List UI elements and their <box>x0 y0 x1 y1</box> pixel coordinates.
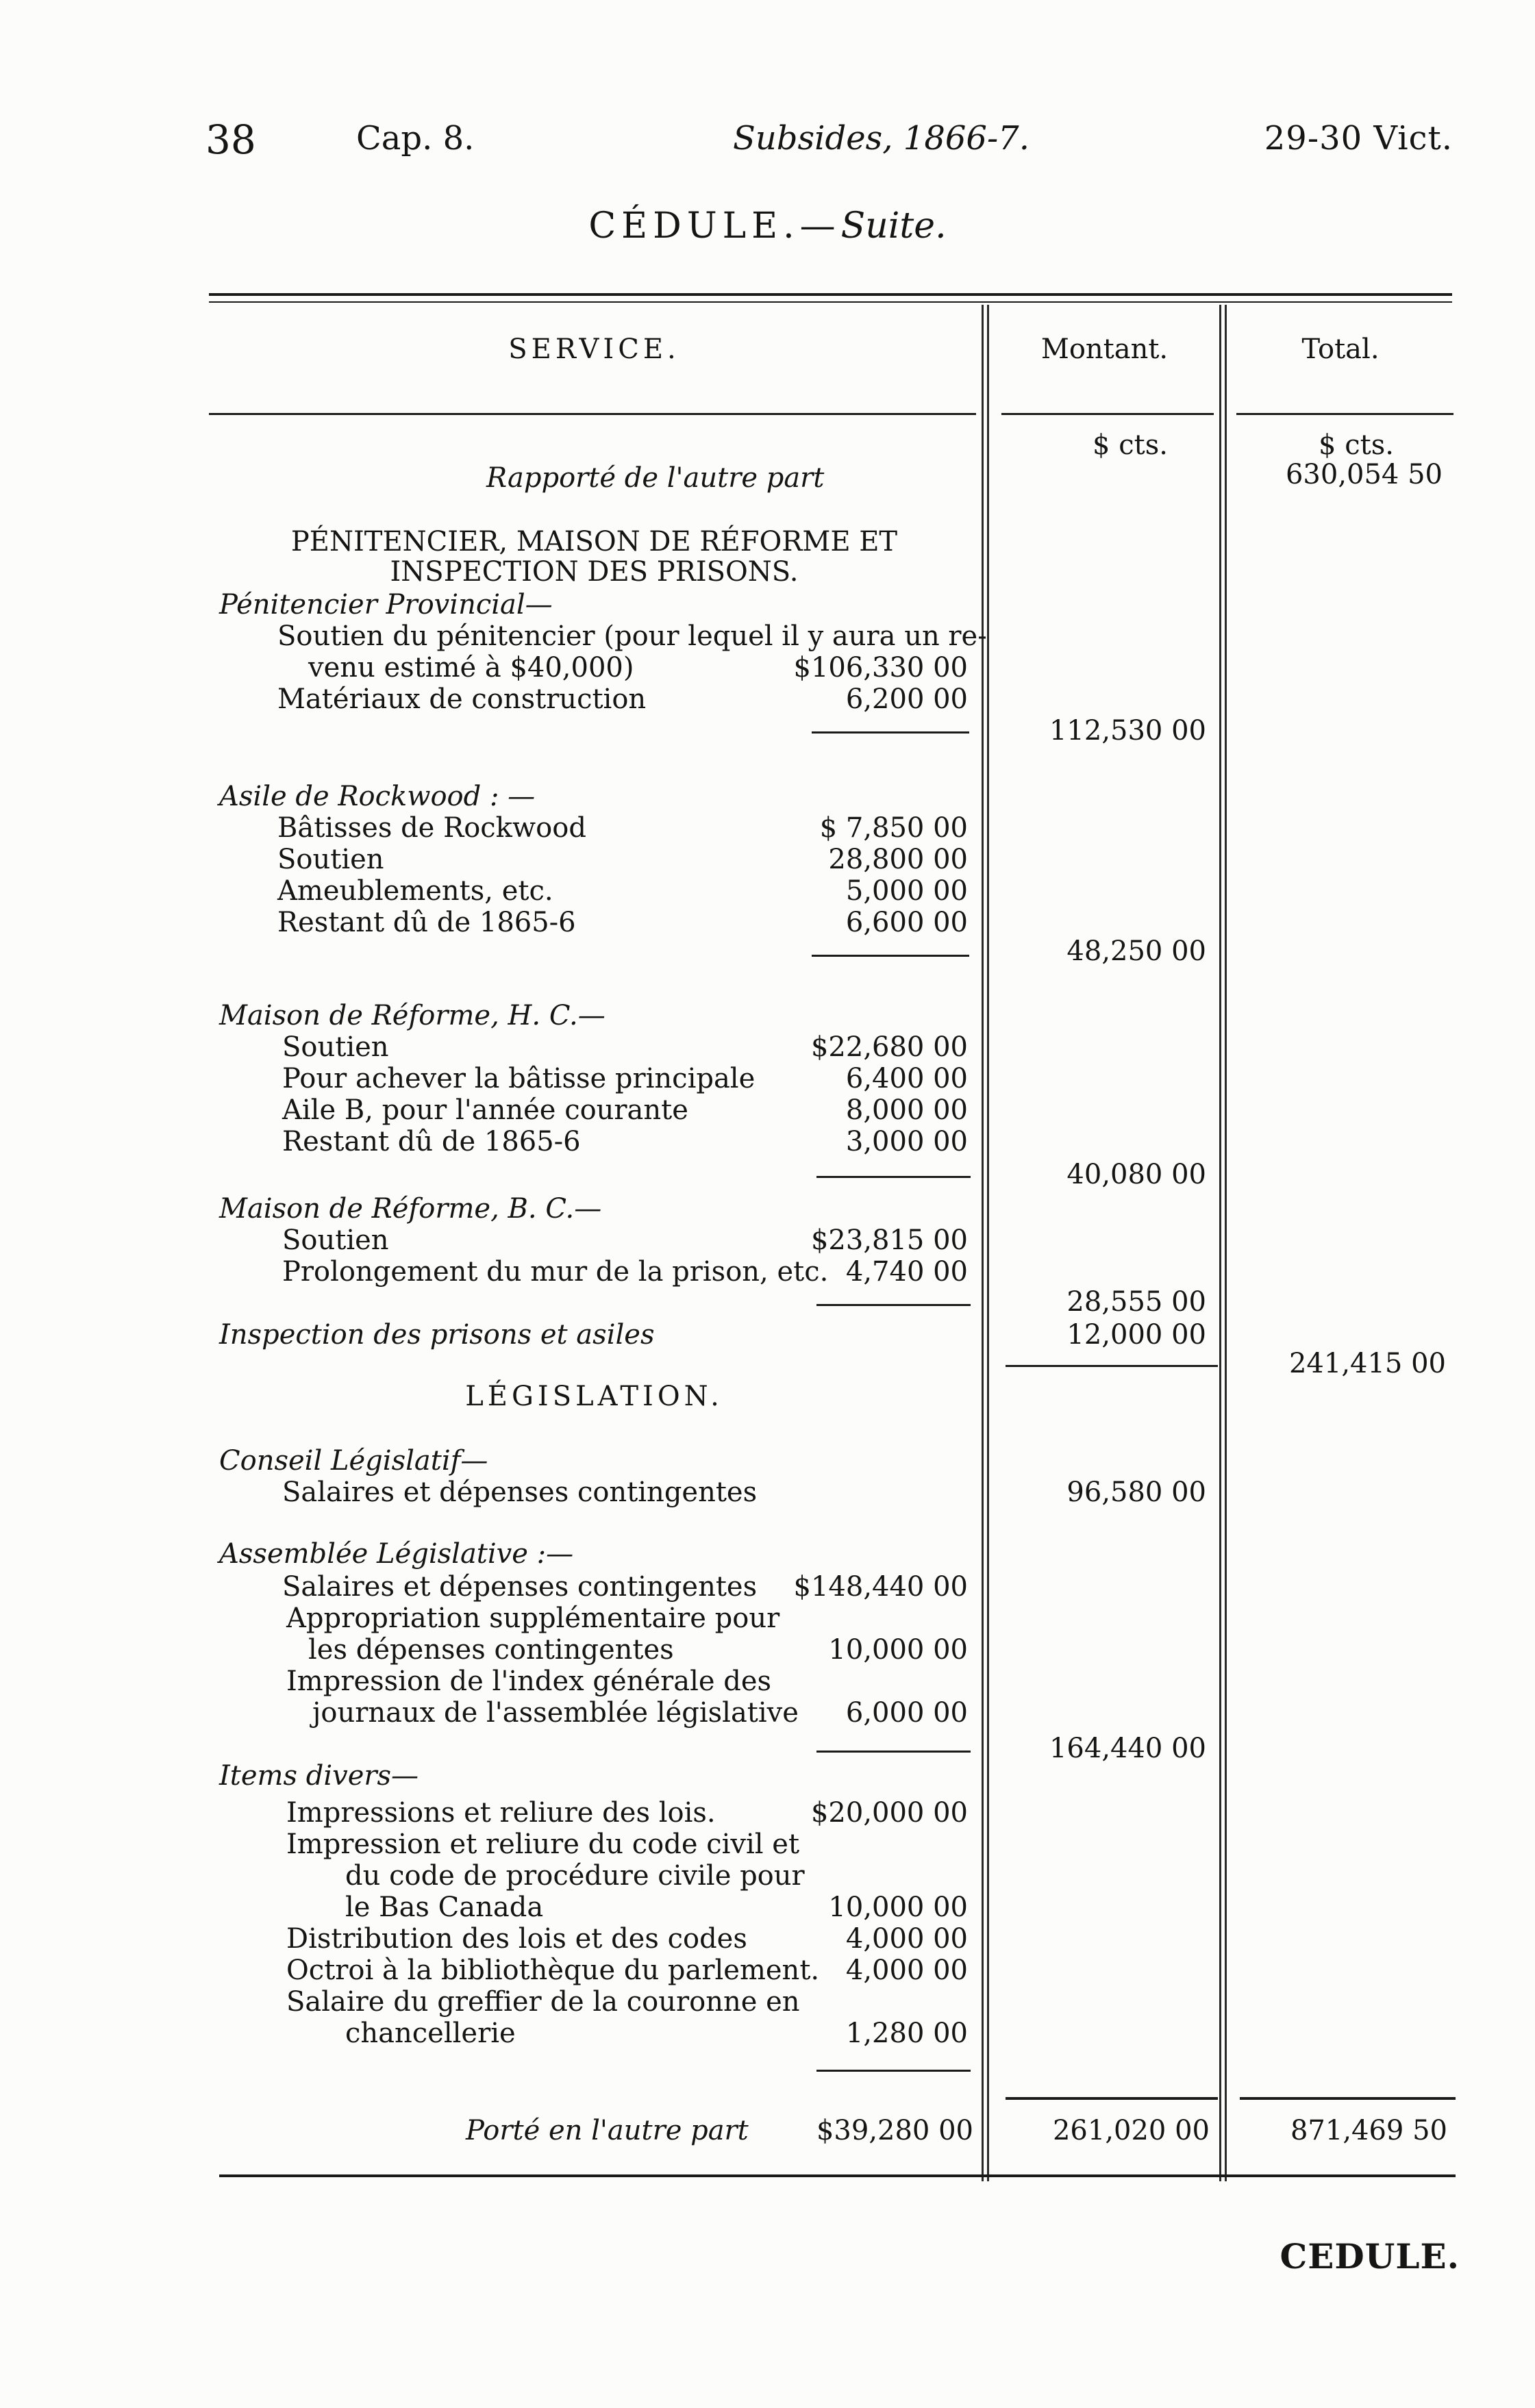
porte-rule <box>1240 2097 1456 2100</box>
reforme-hc-item-label: Restant dû de 1865-6 <box>282 1126 581 1157</box>
rockwood-item-amount: 5,000 00 <box>845 875 968 907</box>
porte-label: Porté en l'autre part <box>466 2115 749 2146</box>
provincial-line1: Soutien du pénitencier (pour lequel il y aura un re- <box>277 620 987 652</box>
montant-total-rule <box>1006 1365 1218 1367</box>
reforme-hc-montant: 40,080 00 <box>1066 1159 1206 1190</box>
assemblee-l3b: journaux de l'assemblée législative <box>312 1697 799 1729</box>
penitencier-total: 241,415 00 <box>1288 1348 1446 1379</box>
provincial-line2: venu estimé à $40,000) <box>308 652 634 683</box>
divers-l4-amount: 4,000 00 <box>845 1955 968 1986</box>
subtotal-rule <box>816 1304 971 1306</box>
assemblee-l3-amount: 6,000 00 <box>845 1697 968 1729</box>
reforme-hc-item-label: Soutien <box>282 1031 389 1063</box>
assemblee-l2-amount: 10,000 00 <box>828 1634 968 1666</box>
subtotal-rule <box>816 1176 971 1178</box>
reforme-hc-item-label: Aile B, pour l'année courante <box>282 1094 688 1126</box>
table-top-rule-thin <box>209 301 1452 303</box>
catchword: CEDULE. <box>1280 2236 1460 2277</box>
label-reforme-hc: Maison de Réforme, H. C.— <box>219 1000 606 1031</box>
running-header <box>205 116 1453 171</box>
rockwood-montant: 48,250 00 <box>1066 936 1206 967</box>
rockwood-item-amount: 6,600 00 <box>845 907 968 938</box>
porte-montant: 261,020 00 <box>1052 2115 1210 2146</box>
assemblee-l3a: Impression de l'index générale des <box>286 1666 772 1697</box>
rockwood-item-label: Ameublements, etc. <box>277 875 553 907</box>
inspection-montant: 12,000 00 <box>1066 1319 1206 1351</box>
divers-l4: Octroi à la bibliothèque du parlement. <box>286 1955 820 1986</box>
conseil-montant: 96,580 00 <box>1066 1477 1206 1508</box>
reforme-hc-item-amount: $22,680 00 <box>810 1031 968 1063</box>
divers-l2c: le Bas Canada <box>345 1892 544 1923</box>
title-suite: Suite. <box>840 205 947 247</box>
label-conseil: Conseil Législatif— <box>219 1445 488 1477</box>
column-divider <box>1219 305 1221 2181</box>
subtotal-rule <box>812 731 969 733</box>
reforme-bc-montant: 28,555 00 <box>1066 1286 1206 1318</box>
divers-l5b: chancellerie <box>345 2018 516 2049</box>
chapter-label: Cap. 8. <box>356 119 475 158</box>
table-bottom-rule <box>219 2174 1456 2177</box>
porte-amount: $39,280 00 <box>816 2115 973 2146</box>
provincial-line3-amount: 6,200 00 <box>845 683 968 715</box>
column-divider <box>1225 305 1227 2181</box>
assemblee-l1: Salaires et dépenses contingentes <box>282 1571 758 1603</box>
rapporte-total: 630,054 50 <box>1285 459 1443 490</box>
col-head-total: Total. <box>1301 334 1380 365</box>
porte-total: 871,469 50 <box>1290 2115 1447 2146</box>
column-divider <box>982 305 984 2181</box>
head-rule <box>1236 413 1453 415</box>
label-items-divers: Items divers— <box>219 1760 419 1792</box>
conseil-line: Salaires et dépenses contingentes <box>282 1477 758 1508</box>
title-main: CÉDULE.— <box>588 205 841 247</box>
reforme-hc-item-amount: 8,000 00 <box>845 1094 968 1126</box>
page-number: 38 <box>205 116 256 163</box>
divers-l2a: Impression et reliure du code civil et <box>286 1829 800 1860</box>
reforme-hc-item-label: Pour achever la bâtisse principale <box>282 1063 756 1094</box>
reforme-bc-item-amount: $23,815 00 <box>810 1225 968 1256</box>
subtotal-rule <box>816 2070 971 2072</box>
provincial-montant: 112,530 00 <box>1049 715 1206 747</box>
porte-rule <box>1006 2097 1218 2100</box>
reforme-hc-item-amount: 6,400 00 <box>845 1063 968 1094</box>
label-penitencier-provincial: Pénitencier Provincial— <box>219 589 553 620</box>
label-reforme-bc: Maison de Réforme, B. C.— <box>219 1193 602 1225</box>
reforme-hc-item-amount: 3,000 00 <box>845 1126 968 1157</box>
rockwood-item-amount: $ 7,850 00 <box>819 812 968 844</box>
label-assemblee: Assemblée Législative :— <box>219 1538 574 1570</box>
rockwood-item-label: Soutien <box>277 844 384 875</box>
table-top-rule <box>209 293 1452 296</box>
assemblee-l2b: les dépenses contingentes <box>308 1634 674 1666</box>
head-rule <box>209 413 976 415</box>
divers-l5a: Salaire du greffier de la couronne en <box>286 1986 800 2018</box>
regnal-year: 29-30 Vict. <box>1264 119 1453 158</box>
section-heading-penitencier: PÉNITENCIER, MAISON DE RÉFORME ET <box>290 526 898 557</box>
assemblee-montant: 164,440 00 <box>1049 1733 1206 1764</box>
assemblee-l2a: Appropriation supplémentaire pour <box>286 1603 780 1634</box>
reforme-bc-item-label: Prolongement du mur de la prison, etc. <box>282 1256 829 1288</box>
rockwood-item-label: Bâtisses de Rockwood <box>277 812 586 844</box>
subtotal-rule <box>812 955 969 957</box>
provincial-line3: Matériaux de construction <box>277 683 647 715</box>
reforme-bc-item-label: Soutien <box>282 1225 389 1256</box>
assemblee-l1-amount: $148,440 00 <box>793 1571 968 1603</box>
divers-l1-amount: $20,000 00 <box>810 1797 968 1829</box>
subtotal-rule <box>816 1751 971 1753</box>
section-heading-legislation: LÉGISLATION. <box>465 1381 723 1412</box>
divers-l3-amount: 4,000 00 <box>845 1923 968 1955</box>
reforme-bc-item-amount: 4,740 00 <box>845 1256 968 1288</box>
rapporte-label: Rapporté de l'autre part <box>486 462 825 494</box>
divers-l3: Distribution des lois et des codes <box>286 1923 747 1955</box>
col-head-montant: Montant. <box>1040 334 1169 365</box>
divers-l2b: du code de procédure civile pour <box>345 1860 805 1892</box>
unit-montant: $ cts. <box>1093 429 1168 461</box>
provincial-line2-amount: $106,330 00 <box>793 652 968 683</box>
col-head-service: SERVICE. <box>508 334 680 365</box>
subject-label: Subsides, 1866-7. <box>733 119 1029 158</box>
rockwood-item-label: Restant dû de 1865-6 <box>277 907 576 938</box>
label-inspection: Inspection des prisons et asiles <box>219 1319 655 1351</box>
head-rule <box>1001 413 1214 415</box>
unit-total: $ cts. <box>1319 429 1394 461</box>
section-heading-penitencier-2: INSPECTION DES PRISONS. <box>390 556 799 588</box>
divers-l1: Impressions et reliure des lois. <box>286 1797 716 1829</box>
label-rockwood: Asile de Rockwood : — <box>219 781 536 812</box>
rockwood-item-amount: 28,800 00 <box>828 844 968 875</box>
column-divider <box>987 305 989 2181</box>
divers-l5-amount: 1,280 00 <box>845 2018 968 2049</box>
divers-l2-amount: 10,000 00 <box>828 1892 968 1923</box>
page-title <box>0 205 1535 247</box>
